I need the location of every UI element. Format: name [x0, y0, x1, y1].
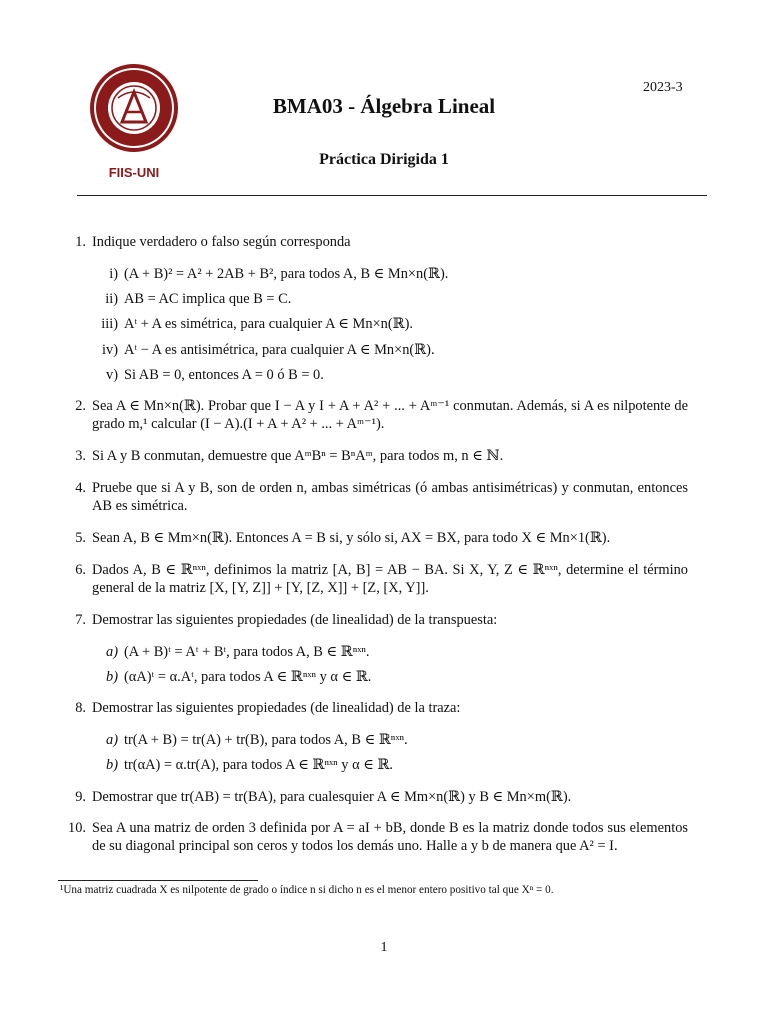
logo-label: FIIS-UNI: [108, 165, 160, 180]
item-text: tr(A + B) = tr(A) + tr(B), para todos A, B ∈ ℝⁿˣⁿ.: [124, 732, 408, 748]
problem-6: [58, 561, 688, 597]
problem-4: [58, 479, 688, 515]
item-label: b): [106, 669, 118, 685]
problem-2: [58, 397, 688, 433]
item-text: Aᵗ − A es antisimétrica, para cualquier A ∈ Mn×n(ℝ).: [124, 342, 435, 358]
problem-number: 1.: [75, 234, 86, 250]
problem-9: [58, 788, 688, 806]
problem-5: [58, 529, 688, 547]
item-label: iv): [102, 342, 118, 358]
item-label: b): [106, 757, 118, 773]
problem-text: Demostrar las siguientes propiedades (de linealidad) de la traza:: [92, 700, 461, 716]
problem-number: 4.: [75, 480, 86, 496]
problem-text: Demostrar que tr(AB) = tr(BA), para cualesquier A ∈ Mm×n(ℝ) y B ∈ Mn×m(ℝ).: [92, 789, 572, 805]
problem-text: Sea A ∈ Mn×n(ℝ). Probar que I − A y I + A + A² + ... + Aᵐ⁻¹ conmutan. Además, si A es nilpotente de grado m,¹ calcular (I − A).(I + A + A² + ... + Aᵐ⁻¹).: [92, 398, 688, 432]
item-label: iii): [101, 316, 118, 332]
page-number: 1: [380, 940, 388, 955]
item-label: a): [106, 732, 118, 748]
problem-1: [58, 233, 688, 251]
problem-text: Dados A, B ∈ ℝⁿˣⁿ, definimos la matriz [A, B] = AB − BA. Si X, Y, Z ∈ ℝⁿˣⁿ, determine el término general de la matriz [X, [Y, Z]] + [Y, [Z, X]] + [Z, [X, Y]].: [92, 562, 688, 596]
problem-number: 10.: [68, 820, 86, 836]
item-text: (A + B)ᵗ = Aᵗ + Bᵗ, para todos A, B ∈ ℝⁿˣⁿ.: [124, 644, 370, 660]
item-text: Si AB = 0, entonces A = 0 ó B = 0.: [124, 367, 324, 383]
problem-3: [58, 447, 688, 465]
item-text: Aᵗ + A es simétrica, para cualquier A ∈ Mn×n(ℝ).: [124, 316, 413, 332]
problem-number: 2.: [75, 398, 86, 414]
problem-text: Indique verdadero o falso según corresponda: [92, 234, 351, 250]
header-divider: [77, 195, 707, 196]
problem-8: [58, 699, 688, 717]
problem-text: Sean A, B ∈ Mm×n(ℝ). Entonces A = B si, y sólo si, AX = BX, para todo X ∈ Mn×1(ℝ).: [92, 530, 611, 546]
problem-text: Demostrar las siguientes propiedades (de linealidad) de la transpuesta:: [92, 612, 498, 628]
problem-text: Sea A una matriz de orden 3 definida por A = aI + bB, donde B es la matriz donde todos sus elementos de su diagonal principal son ceros y todos los demás uno. Halle a y b de manera que A² = I.: [92, 820, 688, 854]
item-label: ii): [105, 291, 118, 307]
item-label: i): [109, 266, 118, 282]
course-title: BMA03 - Álgebra Lineal: [272, 94, 496, 118]
semester-label: 2023-3: [643, 80, 683, 95]
item-label: a): [106, 644, 118, 660]
item-text: (A + B)² = A² + 2AB + B², para todos A, B ∈ Mn×n(ℝ).: [124, 266, 449, 282]
footnote-divider: [58, 880, 258, 881]
footnote: ¹Una matriz cuadrada X es nilpotente de grado o índice n si dicho n es el menor entero positivo tal que Xⁿ = 0.: [60, 884, 554, 896]
problem-text: Si A y B conmutan, demuestre que AᵐBⁿ = BⁿAᵐ, para todos m, n ∈ ℕ.: [92, 448, 504, 464]
problem-number: 5.: [75, 530, 86, 546]
problem-number: 3.: [75, 448, 86, 464]
practice-subtitle: Práctica Dirigida 1: [319, 151, 449, 168]
item-label: v): [106, 367, 118, 383]
problem-text: Pruebe que si A y B, son de orden n, ambas simétricas (ó ambas antisimétricas) y conmutan, entonces AB es simétrica.: [92, 480, 688, 514]
problem-number: 8.: [75, 700, 86, 716]
item-text: AB = AC implica que B = C.: [124, 291, 292, 307]
problem-number: 9.: [75, 789, 86, 805]
item-text: (αA)ᵗ = α.Aᵗ, para todos A ∈ ℝⁿˣⁿ y α ∈ ℝ.: [124, 669, 372, 685]
problem-7: [58, 611, 688, 629]
problem-number: 6.: [75, 562, 86, 578]
problem-10: [58, 819, 688, 855]
item-text: tr(αA) = α.tr(A), para todos A ∈ ℝⁿˣⁿ y α ∈ ℝ.: [124, 757, 394, 773]
problem-number: 7.: [75, 612, 86, 628]
